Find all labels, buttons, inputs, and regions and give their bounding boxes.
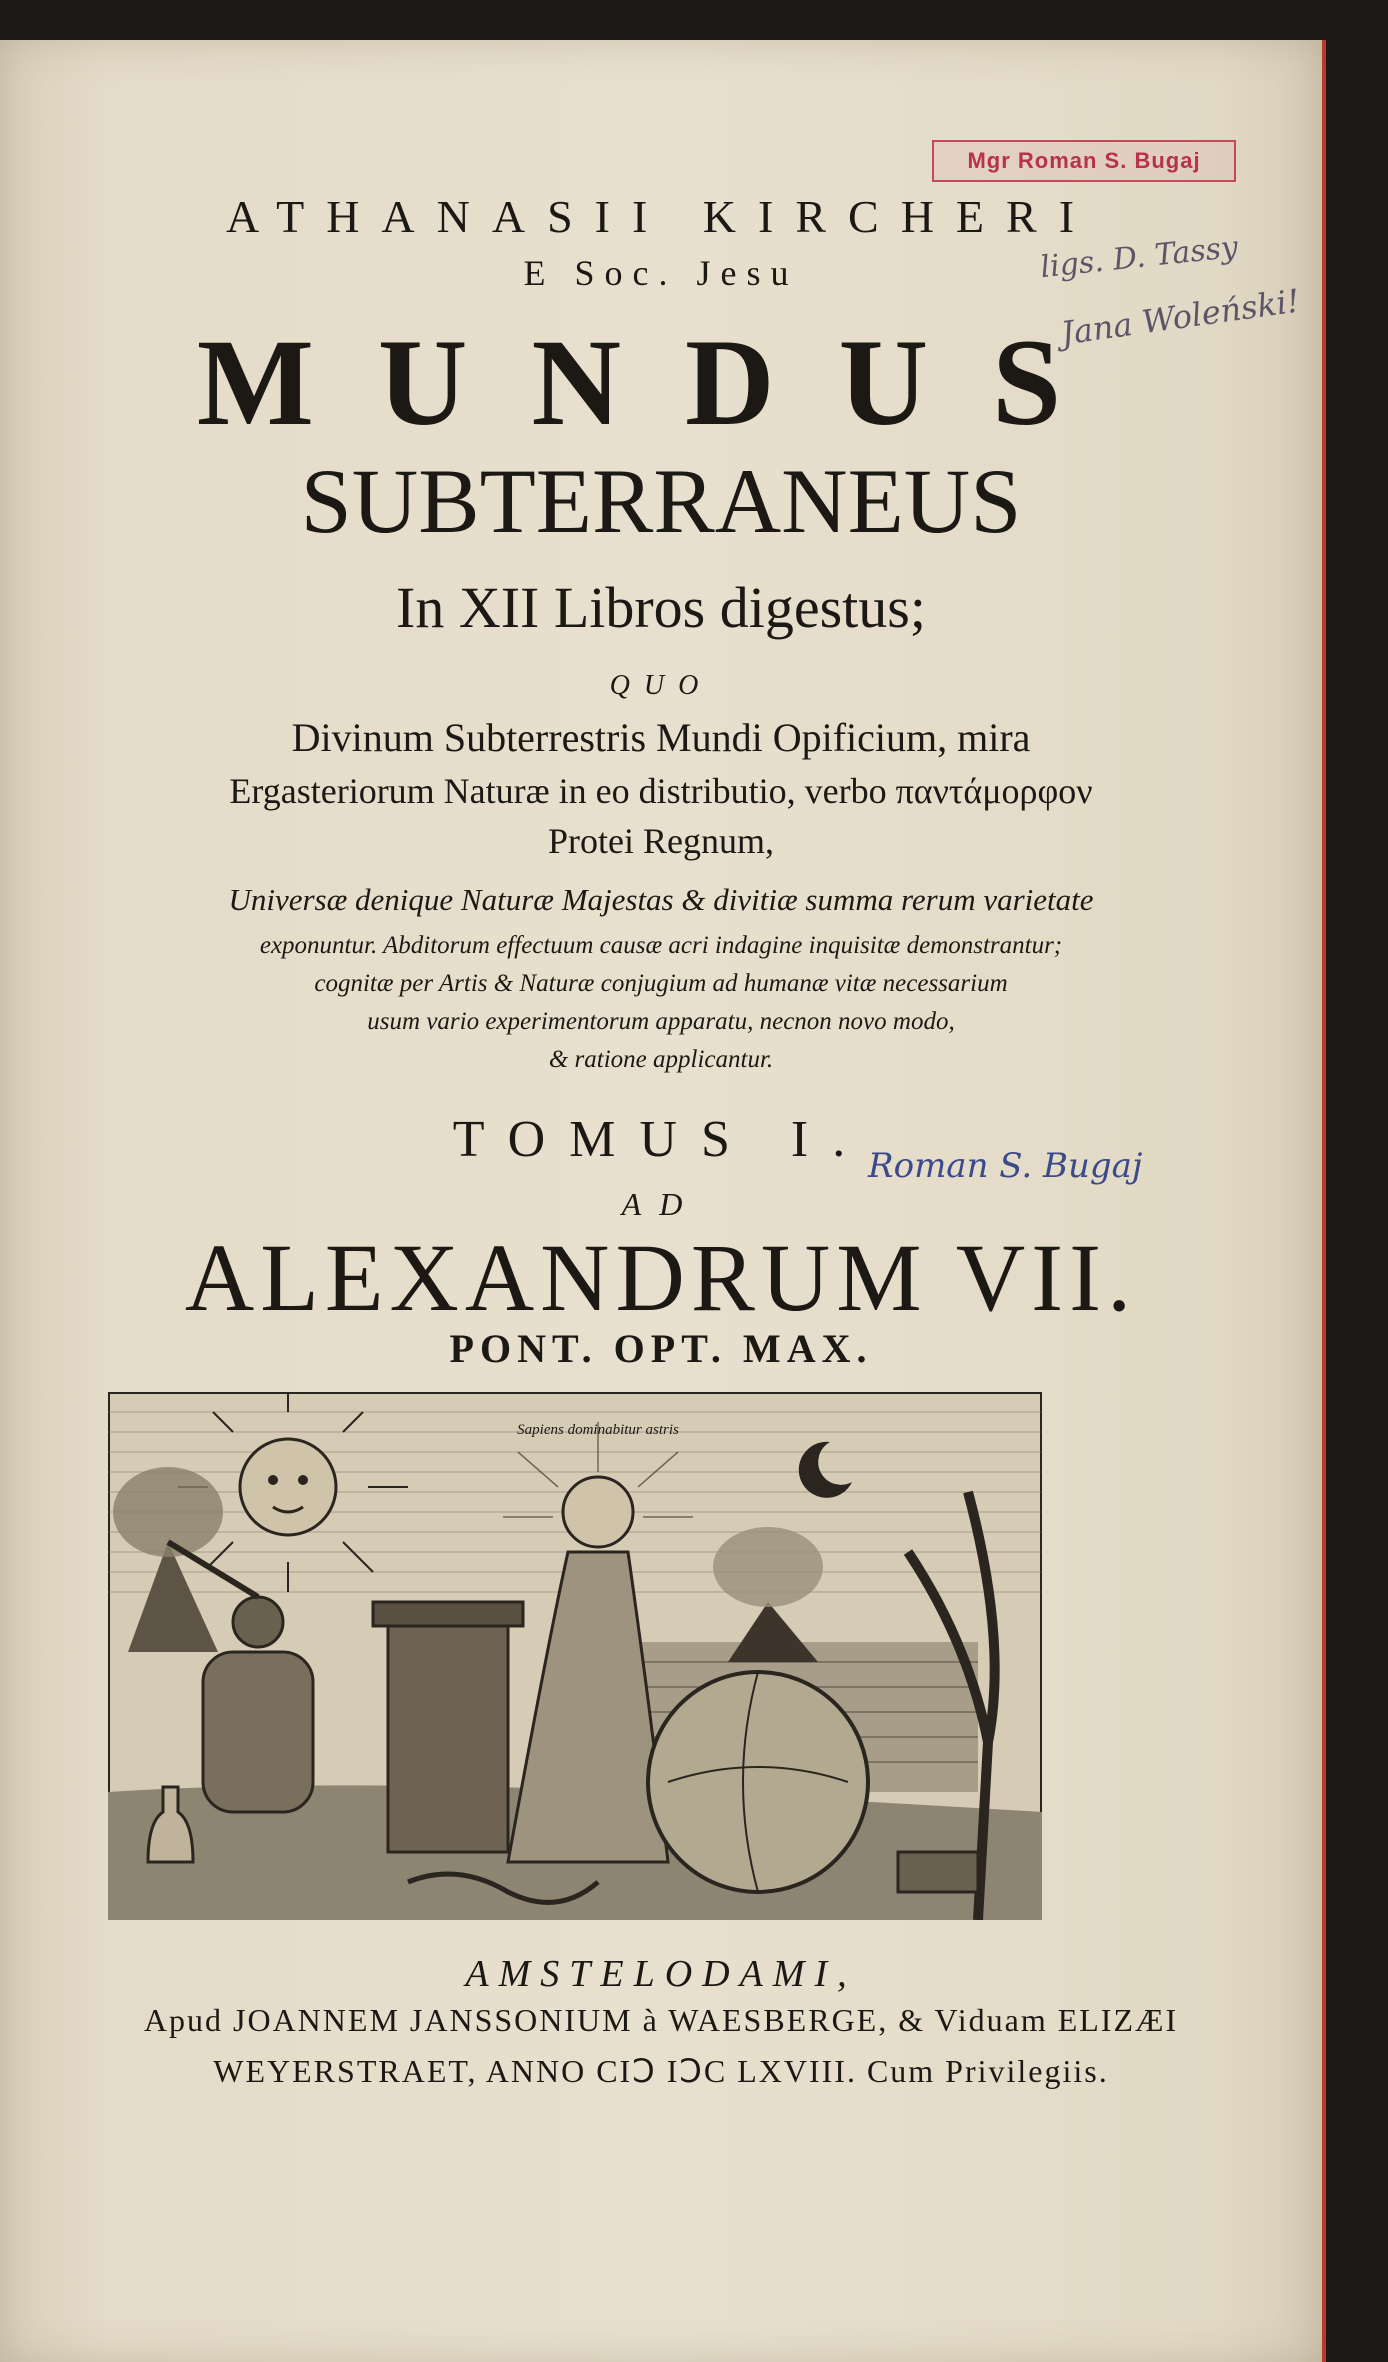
description-line: Protei Regnum, [548,821,774,861]
ad-line: AD [621,1186,701,1222]
imprint-line: WEYERSTRAET, ANNO CIↃ IↃC LXVIII. Cum Privilegiis. [213,2053,1109,2089]
description-line: usum vario experimentorum apparatu, necnon novo modo, [367,1008,955,1035]
handwritten-signature: Roman S. Bugaj [868,1146,1143,1186]
handwritten-note: Jana Woleński! [1058,281,1302,353]
handwritten-note: ligs. D. Tassy [1038,229,1240,286]
imprint-line: Apud JOANNEM JANSSONIUM à WAESBERGE, & Viduam ELIZÆI [143,2002,1179,2038]
description-line: Ergasteriorum Naturæ in eo distributio, verbo παντάμορφον [229,771,1093,811]
place-of-publication: AMSTELODAMI, [465,1953,857,1995]
description-line: Divinum Subterrestris Mundi Opificium, mira [291,715,1031,760]
description-line: cognitæ per Artis & Naturæ conjugium ad humanæ vitæ necessarium [314,970,1008,997]
quo-line: QUO [609,670,713,701]
subtitle: SUBTERRANEUS [300,450,1022,552]
main-title: MUNDUS [196,314,1126,451]
description-line: & ratione applicantur. [548,1046,774,1073]
title-page [0,40,1326,2362]
banner-text: Sapiens dominabitur astris [517,1422,679,1438]
pont-line: PONT. OPT. MAX. [449,1326,873,1371]
frontispiece-engraving [108,1392,1042,1920]
books-line: In XII Libros digestus; [396,575,926,640]
society-line: E Soc. Jesu [523,253,799,293]
ownership-stamp: Mgr Roman S. Bugaj [932,140,1236,182]
author-line: ATHANASII KIRCHERI [225,191,1097,242]
dedicatee: ALEXANDRUM VII. [184,1224,1138,1331]
description-line: Universæ denique Naturæ Majestas & divitiæ summa rerum varietate [228,882,1094,917]
description-line: exponuntur. Abditorum effectuum causæ acri indagine inquisitæ demonstrantur; [259,932,1063,959]
volume-label: TOMUS I. [452,1111,870,1168]
